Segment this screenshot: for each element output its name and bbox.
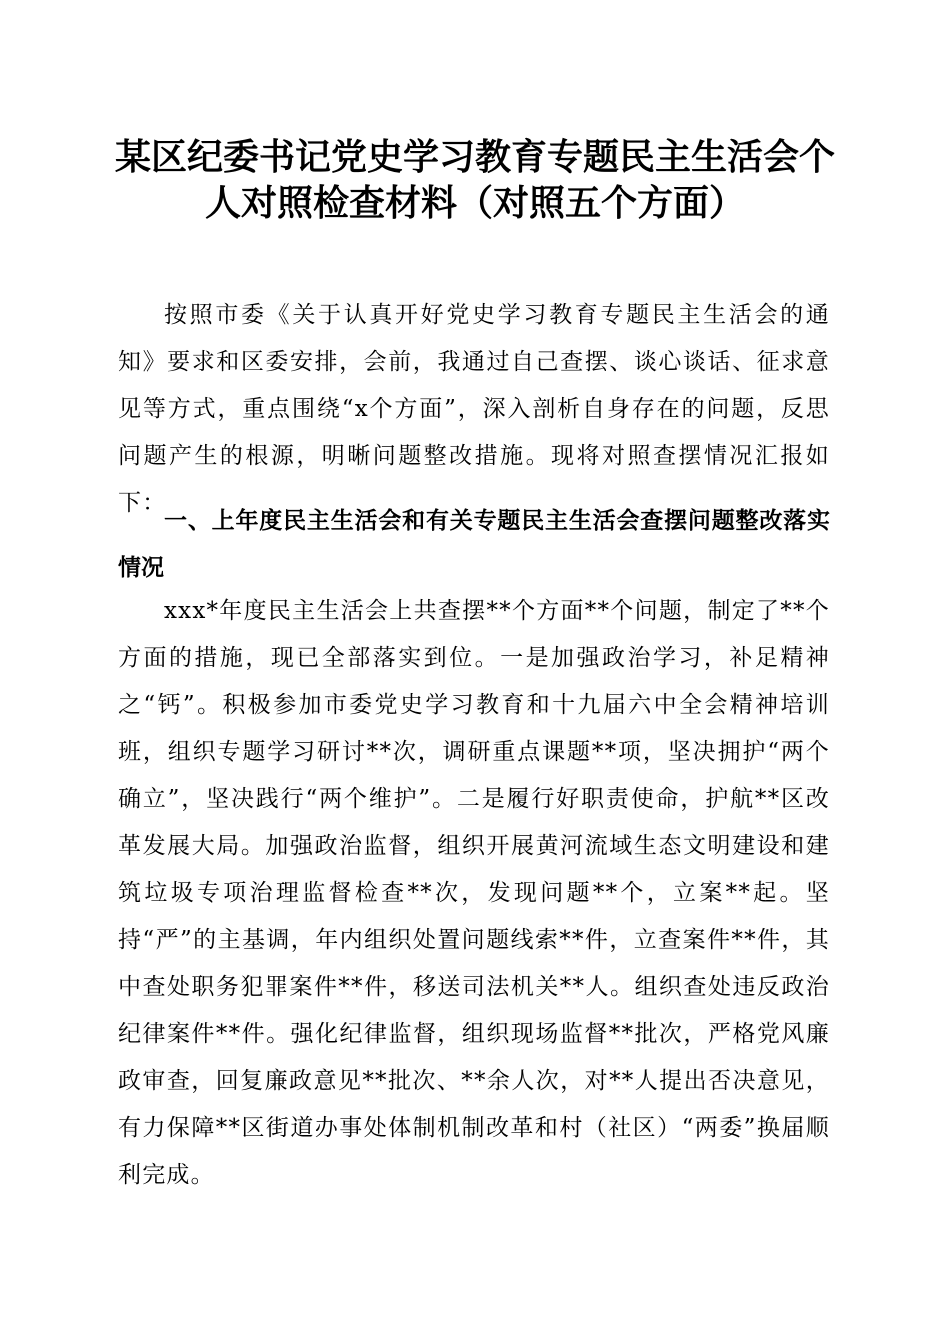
section-1-paragraph: xxx*年度民主生活会上共查摆**个方面**个问题，制定了**个方面的措施，现已全部落实到位。一是加强政治学习，补足精神之“钙”。积极参加市委党史学习教育和十九届六中全会精神培训班，组织专题学习研讨**次，调研重点课题**项，坚决拥护“两个确立”，坚决践行“两个维护”。二是履行好职责使命，护航**区改革发展大局。加强政治监督，组织开展黄河流域生态文明建设和建筑垃圾专项治理监督检查**次，发现问题**个，立案**起。坚持“严”的主基调，年内组织处置问题线索**件，立查案件**件，其中查处职务犯罪案件**件，移送司法机关**人。组织查处违反政治纪律案件**件。强化纪律监督，组织现场监督**批次，严格党风廉政审查，回复廉政意见**批次、**余人次，对**人提出否决意见，有力保障**区街道办事处体制机制改革和村（社区）“两委”换届顺利完成。 xyxy=(118,598,830,1188)
document-title: 某区纪委书记党史学习教育专题民主生活会个人对照检查材料（对照五个方面） xyxy=(114,136,835,224)
intro-paragraph: 按照市委《关于认真开好党史学习教育专题民主生活会的通知》要求和区委安排，会前，我通过自己查摆、谈心谈话、征求意见等方式，重点围绕“x个方面”，深入剖析自身存在的问题，反思问题产生的根源，明晰问题整改措施。现将对照查摆情况汇报如下： xyxy=(118,302,830,516)
section-1-heading: 一、上年度民主生活会和有关专题民主生活会查摆问题整改落实情况 xyxy=(118,508,830,581)
